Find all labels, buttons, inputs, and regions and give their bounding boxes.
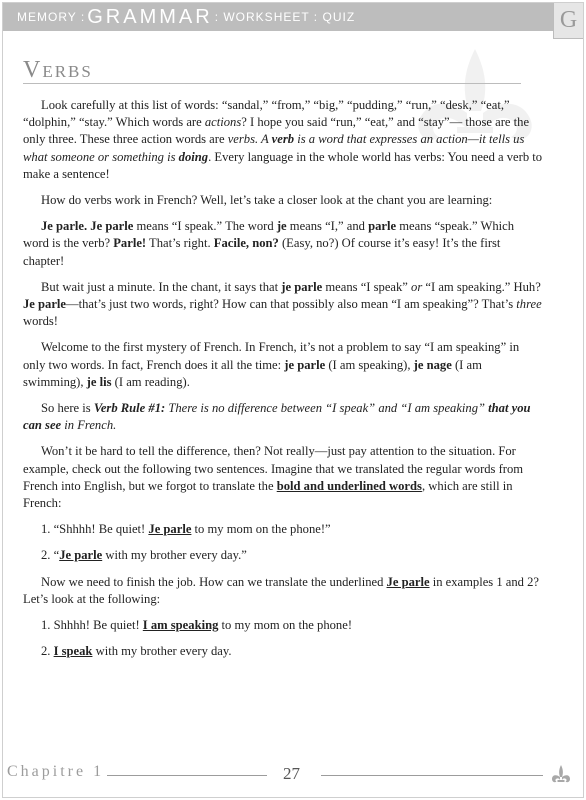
section-title: Verbs	[23, 57, 93, 83]
paragraph-chant: How do verbs work in French? Well, let’s take a closer look at the chant you are learning:	[41, 193, 493, 208]
worksheet-page	[2, 2, 584, 798]
corner-letter: G	[559, 7, 578, 33]
page-header	[3, 3, 555, 31]
paragraph-mystery: Welcome to the first mystery of French. In French, it’s not a problem to say “I am speaking” in only two words. In fact, French does it all the time: je parle (I am speaking), je nage (I am swimming), je lis (I am reading).	[23, 340, 520, 389]
list-item: 2. I speak with my brother every day.	[41, 644, 232, 659]
title-divider	[23, 83, 521, 84]
paragraph-difference: Won’t it be hard to tell the difference, then? Not really—just pay attention to the situation. For example, check out the following two sentences. Imagine that we translated the regular words from French into English, but we forgot to translate the bold and underlined words, which are still in French:	[23, 444, 524, 511]
chapter-label: Chapitre 1	[7, 763, 105, 780]
fleur-de-lis-icon	[549, 763, 573, 787]
header-worksheet-quiz: : WORKSHEET : QUIZ	[214, 10, 356, 24]
paragraph-finish: Now we need to finish the job. How can we translate the underlined Je parle in examples 1 and 2? Let’s look at the following:	[23, 574, 540, 606]
paragraph-je-parle: Je parle. Je parle means “I speak.” The word je means “I,” and parle means “speak.” Which word is the verb? Parle! That’s right. Facile, non? (Easy, no?) Of course it’s easy! It’s the first chapter!	[23, 219, 515, 268]
page-number: 27	[283, 764, 300, 783]
section-corner-tab	[553, 3, 583, 39]
page-footer	[3, 761, 584, 793]
paragraph-wait: But wait just a minute. In the chant, it says that je parle means “I speak” or “I am speaking.” Huh? Je parle—that’s just two words, right? How can that possibly also mean “I am speaking”? That’s three words!	[23, 279, 542, 329]
footer-rule-left	[107, 775, 267, 776]
list-item: 1. “Shhhh! Be quiet! Je parle to my mom on the phone!”	[41, 522, 331, 537]
header-grammar: GRAMMAR	[87, 5, 213, 28]
list-item: 1. Shhhh! Be quiet! I am speaking to my mom on the phone!	[41, 618, 353, 633]
paragraph-intro: Look carefully at this list of words: “sandal,” “from,” “big,” “pudding,” “run,” “desk,” “eat,” “dolphin,” “stay.” Which words are actions? I hope you said “run,” “eat,” and “stay”— those are the only three. These three action words are verbs. A verb is a word that expresses an action—it tells us what someone or something is doing. Every language in the whole world has verbs: You need a verb to make a sentence!	[23, 98, 543, 181]
lesson-body	[23, 97, 543, 669]
paragraph-verb-rule: So here is Verb Rule #1: There is no difference between “I speak” and “I am speaking” that you can see in French.	[23, 401, 531, 433]
header-memory: MEMORY :	[17, 10, 86, 24]
footer-rule-right	[321, 775, 543, 776]
list-item: 2. “Je parle with my brother every day.”	[41, 548, 247, 563]
